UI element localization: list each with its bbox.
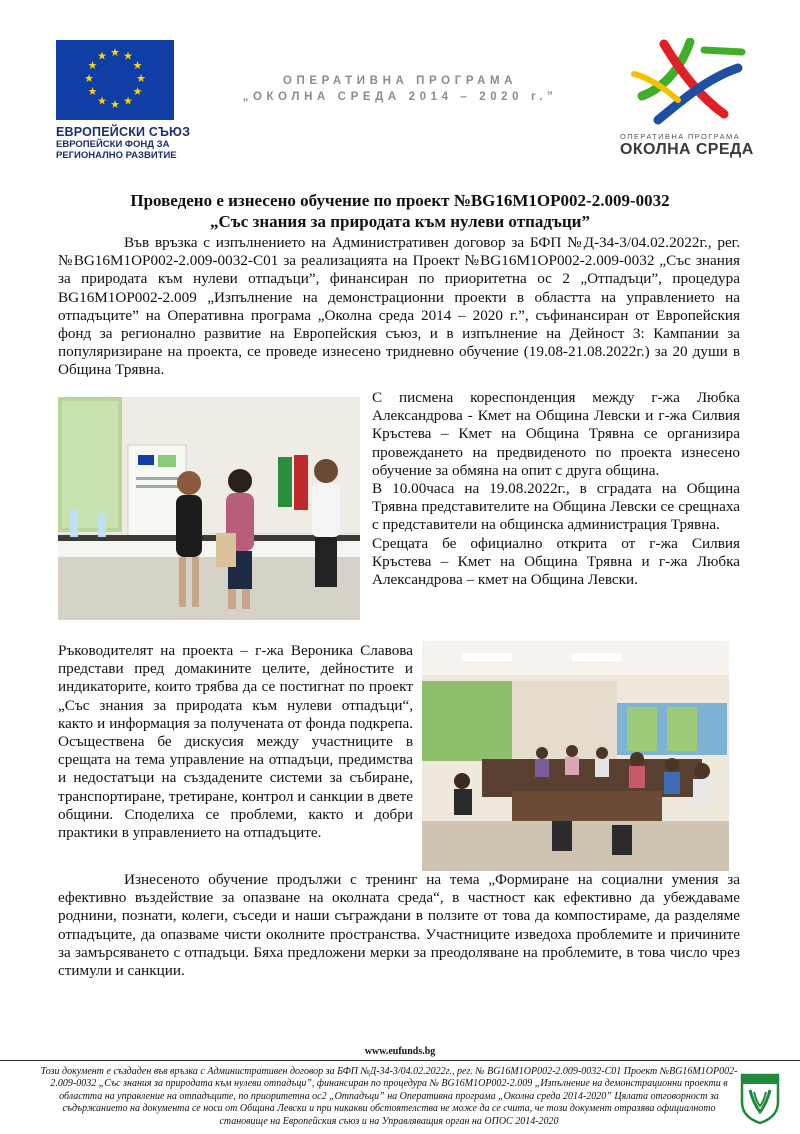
program-title — [210, 73, 590, 105]
document-title-line-1: Проведено е изнесено обучение по проект №BG16M1OP002-2.009-0032 — [130, 191, 670, 210]
svg-text:★: ★ — [132, 59, 143, 72]
footer-disclaimer: Този документ е създаден във връзка с Административен договор за БФП №Д-34-3/04.02.2022г., рег. № BG16M1OP002-2.009-0032-C01 Проект №BG16M1OP002-2.009-0032 „Със знания за природата към нулеви отпадъци”, финансиран по процедура № BG16M1OP002-2.009 „Изпълнение на демонстрационни проекти в областта на управление на отпадъците, по приоритетна ос2 „Отпадъци” на Оперативна програма „Околна среда 2014-2020” Цялата отговорност за съдържанието на документа се носи от Община Левски и при никакви обстоятелства не може да се счита, че този документ отразява официалното становище на Европейския съюз и на Управляващия орган на ОПОС 2014-2020 — [40, 1066, 738, 1127]
paragraph-meeting — [372, 389, 740, 589]
svg-text:★: ★ — [132, 85, 143, 98]
svg-text:★: ★ — [87, 85, 98, 98]
program-title-line-1: ОПЕРАТИВНА ПРОГРАМА — [282, 75, 518, 87]
svg-text:★: ★ — [110, 46, 120, 59]
svg-text:★: ★ — [84, 72, 94, 85]
photo-meeting-room — [422, 641, 729, 871]
paragraph-meeting-a: С писмена кореспонденция между г-жа Любка Александрова - Кмет на Община Левски и г-жа Силвия Кръстева – Кмет на Община Трявна се организира провеждането на предвиденото по проекта изнесено обучение за обмяна на опит с друга община. — [372, 389, 740, 479]
photo-handshake — [58, 397, 360, 620]
eu-caption-line-2: ЕВРОПЕЙСКИ ФОНД ЗА — [56, 139, 170, 150]
paragraph-meeting-b: В 10.00часа на 19.08.2022г., в сградата на Община Трявна представителите на Община Левски се срещнаха с представители на общинска администрация Трявна. — [372, 480, 740, 534]
svg-text:★: ★ — [87, 59, 98, 72]
eu-flag-logo — [56, 40, 174, 120]
svg-text:★: ★ — [136, 72, 146, 85]
svg-text:★: ★ — [97, 94, 107, 108]
levski-municipality-logo — [739, 1072, 781, 1124]
okolna-sreda-caption — [620, 132, 770, 159]
svg-text:★: ★ — [110, 98, 120, 111]
svg-text:★: ★ — [97, 49, 107, 63]
footer-divider — [0, 1060, 800, 1061]
os-caption-big: ОКОЛНА СРЕДА — [620, 141, 754, 158]
eu-caption-line-3: РЕГИОНАЛНО РАЗВИТИЕ — [56, 150, 177, 161]
eu-caption-line-1: ЕВРОПЕЙСКИ СЪЮЗ — [56, 125, 191, 139]
program-title-line-2: „ОКОЛНА СРЕДА 2014 – 2020 г.” — [242, 91, 558, 103]
paragraph-intro: Във връзка с изпълнението на Административен договор за БФП №Д-34-3/04.02.2022г., рег. №BG16M1OP002-2.009-0032-C01 за реализацията на Проект №BG16M1OP002-2.009-0032 „Със знания за природата към нулеви отпадъци”, финансиран по приоритетна ос 2 „Отпадъци”, процедура BG16M1OP002-2.009 „Изпълнение на демонстрационни проекти в областта на управлението на отпадъците” на Оперативна програма „Околна среда 2014 – 2020 г.”, съфинансиран от Европейския фонд за регионално развитие на Европейския съюз, и в изпълнение на Дейност 3: Кампании за популяризиране на проекта, се проведе изнесено тридневно обучение (19.08-21.08.2022г.) за 20 души в Община Трявна. — [58, 234, 740, 379]
paragraph-meeting-c: Срещата бе официално открита от г-жа Силвия Кръстева – Кмет на Община Трявна и г-жа Любка Александрова – кмет на Община Левски. — [372, 534, 740, 589]
paragraph-project-leader: Ръководителят на проекта – г-жа Вероника Славова представи пред домакините целите, дейностите и индикаторите, които трябва да се постигнат по проект „Със знания за природата към нулеви отпадъци“, както и информация за получената от фонда подкрепа. Осъществена бе дискусия между участниците в срещата на тема управление на отпадъци, предимства и недостатъци на създадените системи за събиране, транспортиране, третиране, контрол и санкции в двете общини. Споделиха се проблеми, както и добри практики в управлението на отпадъците. — [58, 642, 413, 842]
okolna-sreda-logo — [620, 38, 760, 130]
os-caption-small: ОПЕРАТИВНА ПРОГРАМА — [620, 132, 741, 141]
document-title-line-2: „Със знания за природата към нулеви отпадъци” — [210, 212, 590, 231]
svg-text:★: ★ — [123, 94, 133, 108]
svg-text:★: ★ — [123, 49, 133, 63]
footer-url[interactable]: www.eufunds.bg — [364, 1046, 436, 1057]
paragraph-training: Изнесеното обучение продължи с тренинг на тема „Формиране на социални умения за ефективно въздействие за опазване на околната среда“, в частност как ефективно да убеждаваме роднини, познати, колеги, съседи и наши съграждани в ползите от това да компостираме, да разделяме отпадъците, да опазваме чисти околните пространства. Участниците изведоха проблемите и причините за замърсяването с отпадъци. Бяха предложени мерки за преодоляване на проблемите, в това число чрез стимули и санкции. — [58, 871, 740, 980]
document-title — [50, 190, 750, 232]
eu-logo-caption — [56, 125, 206, 161]
